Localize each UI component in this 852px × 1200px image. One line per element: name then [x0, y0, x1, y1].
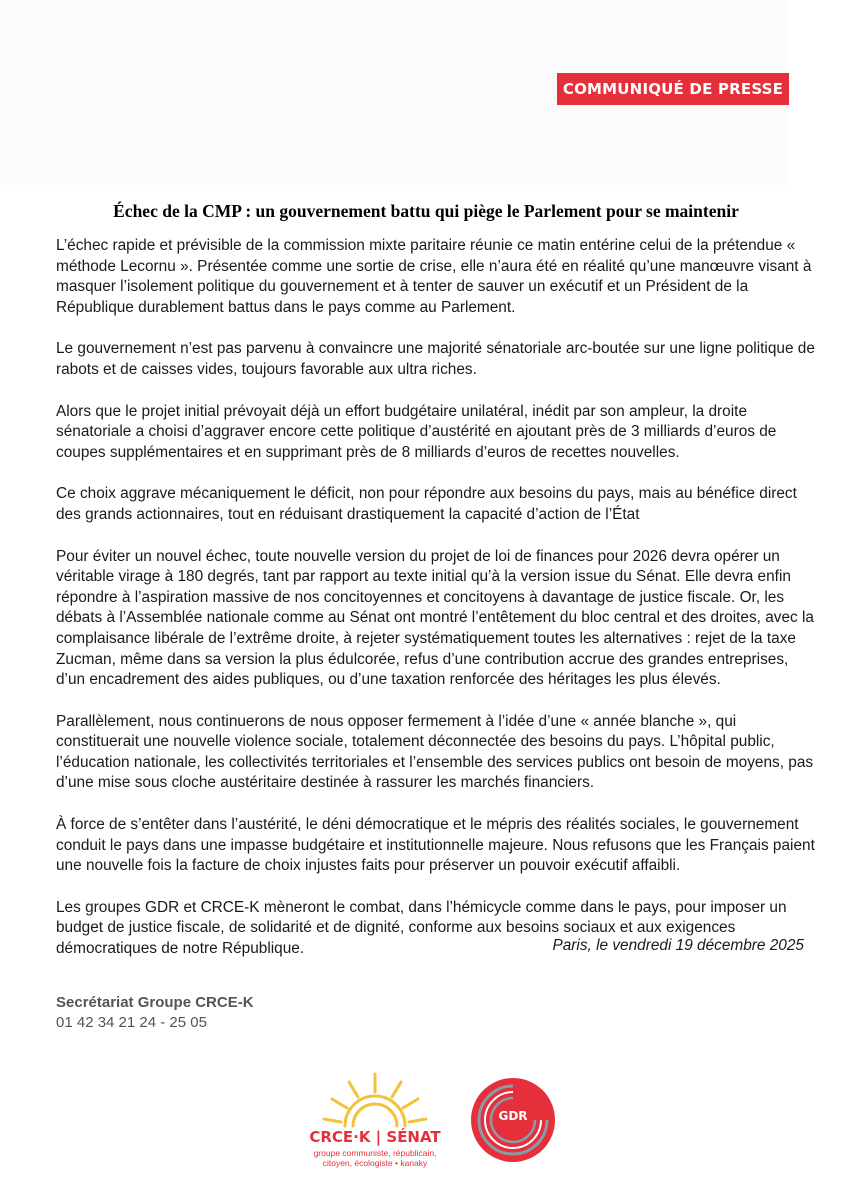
crce-k-senat-logo — [308, 1070, 442, 1188]
contact-phone: 01 42 34 21 24 - 25 05 — [56, 1014, 207, 1031]
document-body — [56, 236, 816, 981]
crce-logo-title: CRCE·K | SÉNAT — [309, 1128, 441, 1146]
gdr-logo-label: GDR — [498, 1109, 528, 1123]
crce-logo-subtitle-line: groupe communiste, républicain, — [313, 1148, 437, 1158]
contact-name: Secrétariat Groupe CRCE-K — [56, 994, 254, 1011]
document-title: Échec de la CMP : un gouvernement battu qui piège le Parlement pour se maintenir — [113, 201, 739, 221]
contact-block — [56, 993, 254, 1033]
signature-date: Paris, le vendredi 19 décembre 2025 — [552, 937, 804, 954]
paragraph: Pour éviter un nouvel échec, toute nouvelle version du projet de loi de finances pour 2026 devra opérer un véritable virage à 180 degrés, tant par rapport au texte initial qu’à la version issue du Sénat. Elle devra enfin répondre à l’aspiration massive de nos concitoyennes et concitoyens à davantage de justice fiscale. Or, les débats à l’Assemblée nationale comme au Sénat ont montré l’entêtement du bloc central et des droites, avec la complaisance libérale de l’extrême droite, à rejeter systématiquement toutes les alternatives : rejet de la taxe Zucman, même dans sa version la plus édulcorée, refus d’une contribution accrue des grandes entreprises, d’un encadrement des aides publiques, ou d’une taxation renforcée des héritages les plus élevés. — [56, 547, 814, 689]
crce-logo-subtitle-line: citoyen, écologiste • kanaky — [322, 1157, 428, 1168]
gdr-logo — [470, 1077, 556, 1163]
paragraph: L’échec rapide et prévisible de la commission mixte paritaire réunie ce matin entérine celui de la prétendue « méthode Lecornu ». Présentée comme une sortie de crise, elle n’aura été en réalité qu’une manœuvre visant à masquer l’isolement politique du gouvernement et à tenter de sauver un exécutif et un Président de la République durablement battus dans le pays comme au Parlement. — [56, 237, 812, 316]
sun-icon — [308, 1070, 442, 1130]
paragraph: Parallèlement, nous continuerons de nous opposer fermement à l’idée d’une « année blanche », qui constituerait une nouvelle violence sociale, totalement déconnectée des besoins du pays. L’hôpital public, l’éducation nationale, les collectivités territoriales et l’ensemble des services publics ont besoin de moyens, pas d’une mise sous cloche austéritaire destinée à rassurer les marchés financiers. — [56, 712, 814, 792]
crce-logo-subtitle — [308, 1149, 442, 1168]
paragraph: Les groupes GDR et CRCE-K mèneront le combat, dans l’hémicycle comme dans le pays, pour imposer un budget de justice fiscale, de solidarité et de dignité, conforme aux besoins sociaux et aux exigences démocratiques de notre République. — [56, 898, 787, 958]
press-release-badge: COMMUNIQUÉ DE PRESSE — [557, 73, 789, 105]
paragraph: Alors que le projet initial prévoyait déjà un effort budgétaire unilatéral, inédit par son ampleur, la droite sénatoriale a choisi d’aggraver encore cette politique d’austérité en ajoutant près de 3 milliards d’euros de coupes supplémentaires et en supprimant près de 8 milliards d’euros de recettes nouvelles. — [56, 402, 777, 461]
paragraph: Ce choix aggrave mécaniquement le déficit, non pour répondre aux besoins du pays, mais au bénéfice direct des grands actionnaires, tout en réduisant drastiquement la capacité d’action de l’État — [56, 485, 797, 523]
paragraph: Le gouvernement n’est pas parvenu à convaincre une majorité sénatoriale arc-boutée sur une ligne politique de rabots et de caisses vides, toujours favorable aux ultra riches. — [56, 340, 815, 378]
paragraph: À force de s’entêter dans l’austérité, le déni démocratique et le mépris des réalités sociales, le gouvernement conduit le pays dans une impasse budgétaire et institutionnelle majeure. Nous refusons que les Français paient une nouvelle fois la facture de choix injustes faits pour préserver un pouvoir exécutif affaibli. — [56, 816, 815, 875]
